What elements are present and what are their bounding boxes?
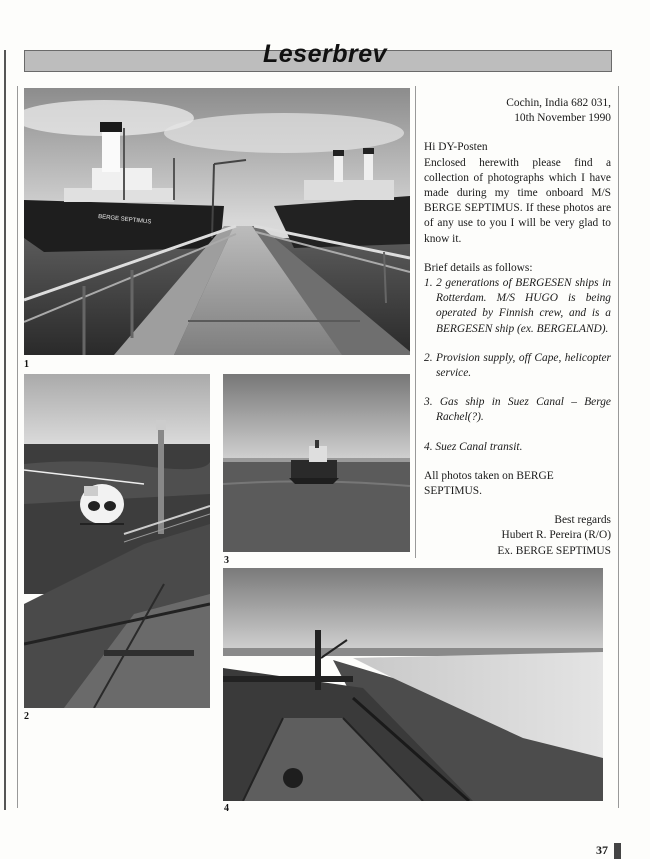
detail-item-4: 4. Suez Canal transit. <box>424 440 523 453</box>
detail-item-2: 2. Provision supply, off Cape, helicopter service. <box>424 351 611 380</box>
date-line: 10th November 1990 <box>514 112 611 125</box>
page-number: 37 <box>596 843 608 857</box>
signature-name: Hubert R. Pereira (R/O) <box>501 529 611 542</box>
page-number-marker <box>614 843 621 859</box>
brief-intro: Brief details as follows: <box>424 261 533 274</box>
photo-tankers-rotterdam <box>24 88 410 355</box>
caption-2: 2 <box>24 711 29 722</box>
photo-helicopter-deck <box>24 374 210 708</box>
column-rule-middle <box>415 86 416 558</box>
letter-text <box>424 96 611 559</box>
photo-gas-ship-canal <box>223 374 410 552</box>
regards: Best regards <box>554 514 611 527</box>
detail-item-1: 1. 2 generations of BERGESEN ships in Rotterdam. M/S HUGO is being operated by Finnish crew, and is a BERGESEN ship (ex. BERGELAND). <box>424 277 611 335</box>
ship-name-label: BERGE SEPTIMUS <box>97 214 152 226</box>
salutation: Hi DY-Posten <box>424 141 488 154</box>
detail-item-3: 3. Gas ship in Suez Canal – Berge Rachel(?). <box>424 396 611 424</box>
column-rule-left <box>17 86 18 808</box>
address-line: Cochin, India 682 031, <box>506 97 611 109</box>
page-edge <box>4 50 6 810</box>
caption-1: 1 <box>24 359 29 370</box>
caption-3: 3 <box>224 555 229 566</box>
closing-note: All photos taken on BERGE SEPTIMUS. <box>424 469 554 498</box>
photo-suez-transit <box>223 568 603 801</box>
caption-4: 4 <box>224 803 229 814</box>
column-rule-right <box>618 86 619 808</box>
page-title: Leserbrev <box>262 40 388 68</box>
signature-title: Ex. BERGE SEPTIMUS <box>497 544 611 557</box>
letter-body: Enclosed herewith please find a collection of photographs which I have made during my time onboard M/S BERGE SEPTIMUS. If these photos are of any use to you I will be very glad to know it. <box>424 156 611 245</box>
